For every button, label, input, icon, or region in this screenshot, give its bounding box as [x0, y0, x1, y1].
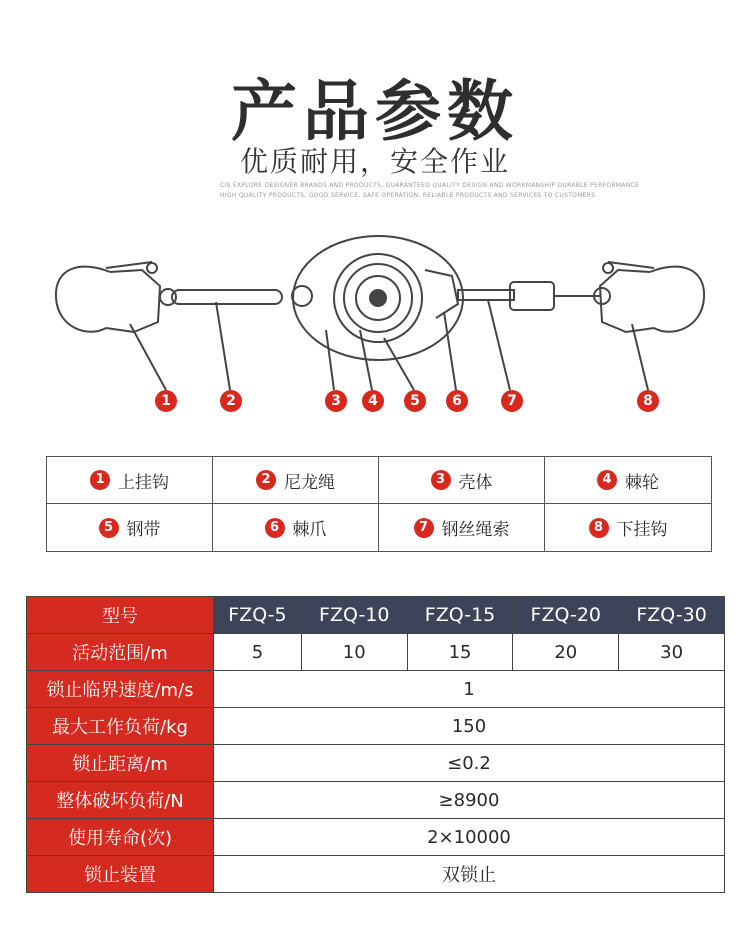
- upper-hook-shape: [56, 267, 110, 332]
- steel-cable-shape: [458, 290, 514, 300]
- callout-8: 8: [637, 390, 659, 412]
- legend-item: [379, 457, 545, 504]
- table-row: [27, 745, 725, 782]
- table-row: [27, 782, 725, 819]
- table-cell: 2×10000: [214, 819, 725, 856]
- nylon-rope-shape: [172, 290, 282, 304]
- legend-label: 壳体: [458, 472, 493, 493]
- legend-number: 8: [589, 518, 609, 538]
- model-cell: FZQ-15: [407, 597, 513, 634]
- callout-2: 2: [220, 390, 242, 412]
- row-label: 型号: [27, 597, 214, 634]
- table-row: [27, 819, 725, 856]
- legend-label: 上挂钩: [118, 472, 169, 493]
- legend-label: 下挂钩: [616, 520, 668, 540]
- table-cell: ≤0.2: [214, 745, 725, 782]
- page-title: 产品参数: [231, 73, 519, 150]
- legend-label: 尼龙绳: [284, 472, 335, 493]
- model-cell: FZQ-30: [619, 597, 725, 634]
- legend-item: [379, 504, 545, 551]
- row-label: 锁止距离/m: [27, 745, 214, 782]
- row-label: 锁止临界速度/m/s: [27, 671, 214, 708]
- legend-item: [545, 504, 711, 551]
- legend-label: 钢带: [126, 520, 161, 540]
- page-subtitle: 优质耐用，安全作业: [239, 145, 510, 178]
- legend-number: 2: [256, 470, 276, 490]
- legend-item: [47, 457, 213, 504]
- lower-hook-shape: [650, 267, 704, 332]
- legend-label: 棘爪: [292, 520, 327, 540]
- table-cell: 双锁止: [214, 856, 725, 893]
- table-cell: 1: [214, 671, 725, 708]
- legend-number: 4: [597, 470, 617, 490]
- parts-legend: [46, 456, 712, 552]
- model-cell: FZQ-5: [214, 597, 302, 634]
- callout-6: 6: [446, 390, 468, 412]
- legend-number: 3: [431, 470, 451, 490]
- legend-item: [213, 457, 379, 504]
- callout-3: 3: [325, 390, 347, 412]
- row-label: 使用寿命(次): [27, 819, 214, 856]
- table-cell: 15: [407, 634, 513, 671]
- fine-print-line-2: HIGH QUALITY PRODUCTS, GOOD SERVICE, SAFE OPERATION, RELIABLE PRODUCTS AND SERVICES TO CUSTOMERS: [220, 192, 596, 199]
- callout-1: 1: [155, 390, 177, 412]
- row-label: 整体破坏负荷/N: [27, 782, 214, 819]
- table-cell: 20: [513, 634, 619, 671]
- legend-number: 6: [265, 518, 285, 538]
- table-row: [27, 634, 725, 671]
- legend-number: 7: [414, 518, 434, 538]
- table-row: [27, 708, 725, 745]
- table-cell: 150: [214, 708, 725, 745]
- row-label: 最大工作负荷/kg: [27, 708, 214, 745]
- model-cell: FZQ-20: [513, 597, 619, 634]
- legend-label: 棘轮: [625, 472, 659, 493]
- row-label: 锁止装置: [27, 856, 214, 893]
- diagram-drawing: [40, 220, 720, 420]
- legend-item: [213, 504, 379, 551]
- table-row: [27, 856, 725, 893]
- callout-4: 4: [362, 390, 384, 412]
- legend-label: 钢丝绳索: [441, 520, 510, 540]
- legend-item: [47, 504, 213, 551]
- table-cell: 10: [301, 634, 407, 671]
- legend-number: 5: [99, 518, 119, 538]
- model-cell: FZQ-10: [301, 597, 407, 634]
- legend-item: [545, 457, 711, 504]
- table-cell: ≥8900: [214, 782, 725, 819]
- table-cell: 30: [619, 634, 725, 671]
- table-row: [27, 671, 725, 708]
- table-row: [27, 597, 725, 634]
- legend-number: 1: [90, 470, 110, 490]
- fine-print-line-1: CIS EXPLORE DESIGNER BRANDS AND PRODUCTS, GUARANTEED QUALITY DESIGN AND WORKMANSHIP DURABLE PERFORMANCE: [220, 182, 640, 189]
- pawl-shape: [425, 270, 458, 318]
- spec-table: [26, 596, 725, 893]
- table-cell: 5: [214, 634, 302, 671]
- product-diagram: [40, 220, 720, 420]
- row-label: 活动范围/m: [27, 634, 214, 671]
- callout-7: 7: [501, 390, 523, 412]
- callout-5: 5: [404, 390, 426, 412]
